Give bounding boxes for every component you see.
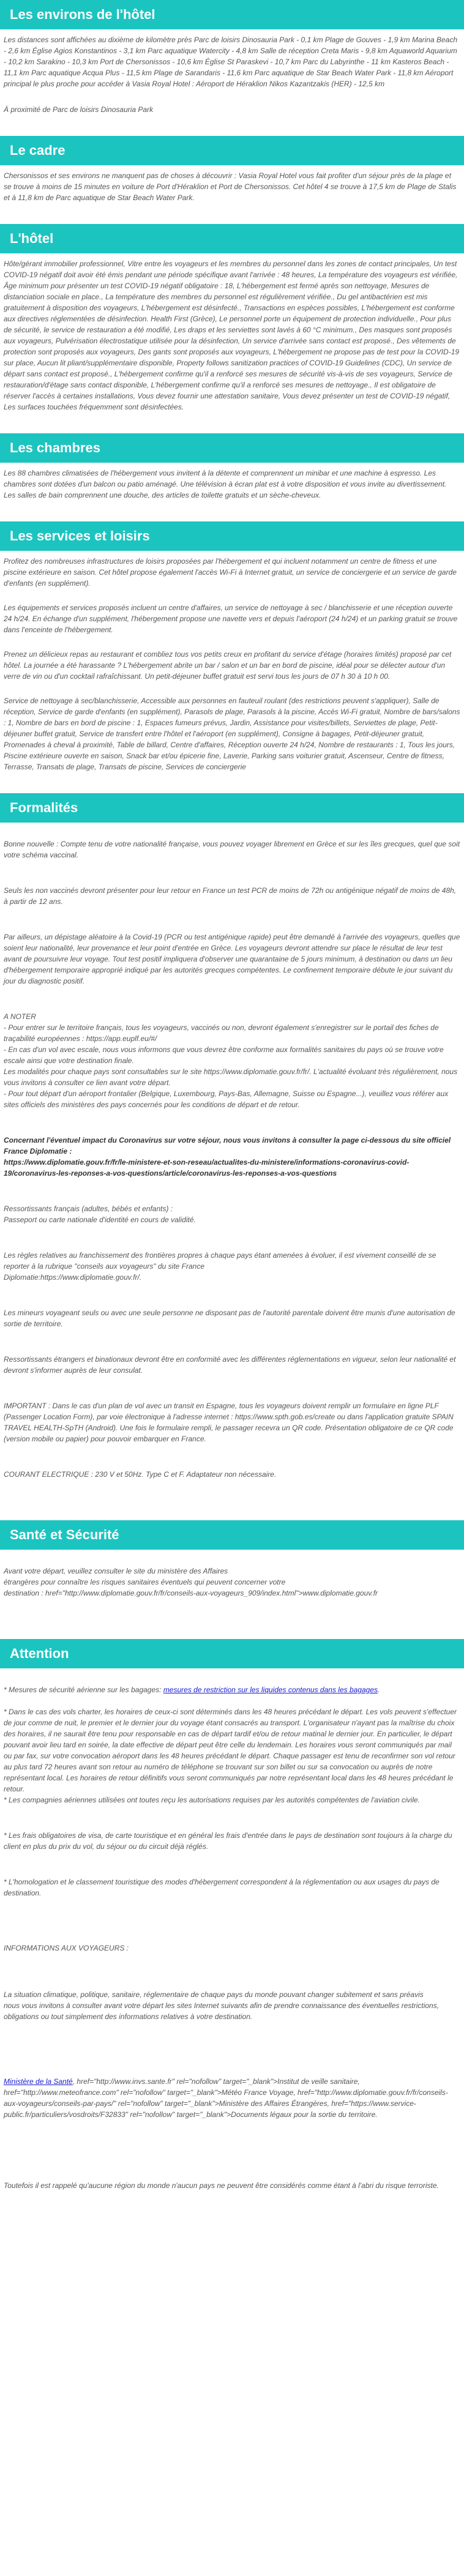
paragraph: Prenez un délicieux repas au restaurant et combliez tous vos petits creux en profitant du service d'étage (horaires limités) proposé par cet hôtel. La journée a été harassante ? L'hébergement abrite un bar / salon et un bar en bord de piscine, idéal pour se délecter autour d'un verre de vin ou d'un cocktail rafraîchissant. Un petit-déjeuner buffet gratuit est servi tous les jours de 07 h 30 à 10 h 00. <box>4 650 452 681</box>
section-header <box>0 521 464 551</box>
paragraph: * L'homologation et le classement touristique des modes d'hébergement correspondent à la réglementation ou aux usages du pays de destination. <box>4 1878 440 1897</box>
section-header <box>0 224 464 253</box>
paragraph: A NOTER - Pour entrer sur le territoire français, tous les voyageurs, vaccinés ou non, devront également s'enregistrer sur le portail des fiches de traçabilité européennes : https://app.euplf.eu/#/ - En cas d'un vol avec escale, nous vous informons que vous devrez être conforme aux formalités sanitaires du pays où se trouve votre escale ainsi que votre destination finale. Les modalités pour chaque pays sont consultables sur le site https://www.diplomatie.gouv.fr/fr/. L'actualité évoluant très régulièrement, nous vous invitons à consulter ce lien avant votre départ. - Pour tout départ d'un aéroport frontalier (Belgique, Luxembourg, Pays-Bas, Allemagne, Suisse ou Espagne...), veuillez vous référer aux sites officiels des ministères des pays concernés pour les conditions de départ et de retour. <box>4 1012 458 1109</box>
section-hotel <box>0 224 464 413</box>
bullet-suffix: . <box>378 1686 380 1694</box>
links-text: , href="http://www.invs.sante.fr" rel="nofollow" target="_blank">Institut de veille sanitaire, href="http://www.meteofrance.com" rel="nofollow" target="_blank">Météo France Voyage, href="http://www.diplomatie.gouv.fr/fr/conseils-aux-voyageurs/conseils-par-pays/" rel="nofollow" target="_blank">Ministère des Affaires Étrangères, href="https://www.service-public.fr/particuliers/vosdroits/F32833" rel="nofollow" target="_blank">Documents légaux pour la sortie du territoire. <box>4 2077 448 2119</box>
section-services <box>0 521 464 772</box>
section-sante <box>0 1520 464 1618</box>
paragraph: Chersonissos et ses environs ne manquent pas de choses à découvrir : Vasia Royal Hotel vous fait profiter d'un séjour près de la plage et se trouve à moins de 15 minutes en voiture de Port d'Héraklion et Port de Chersonissos. Cet hôtel 4 se trouve à 17,5 km de Plage de Stalis et à 11,8 km de Parc aquatique de Star Beach Water Park. <box>4 171 457 202</box>
paragraph: Les équipements et services proposés incluent un centre d'affaires, un service de nettoyage à sec / blanchisserie et une réception ouverte 24 h/24. En échange d'un supplément, l'hébergement propose une navette vers et depuis l'aéroport (24 h/24) et un parking gratuit se trouve dans l'enceinte de l'hébergement. <box>4 603 458 634</box>
paragraph: Les règles relatives au franchissement des frontières propres à chaque pays étant amenées à évoluer, il est vivement conseillé de se reporter à la rubrique "conseils aux voyageurs" du site France Diplomatie:https://www.diplomatie.gouv.fr/. <box>4 1251 436 1282</box>
section-title: Le cadre <box>10 143 65 158</box>
section-title: Formalités <box>10 800 78 815</box>
paragraph: Seuls les non vaccinés devront présenter pour leur retour en France un test PCR de moins de 72h ou antigénique négatif de moins de 48h, à partir de 12 ans. <box>4 886 457 906</box>
paragraph: IMPORTANT : Dans le cas d'un plan de vol avec un transit en Espagne, tous les voyageurs doivent remplir un formulaire en ligne PLF (Passenger Location Form), par voie électronique à l'adresse internet : https://www.spth.gob.es/create ou dans l'application gratuite SPAIN TRAVEL HEALTH-SpTH (Android). Une fois le formulaire rempli, le passager recevra un QR code. Présentation obligatoire de ce QR code (version mobile ou papier) pour pouvoir embarquer en France. <box>4 1402 454 1443</box>
section-title: Les chambres <box>10 440 100 455</box>
paragraph: La situation climatique, politique, sanitaire, réglementaire de chaque pays du monde pouvant changer subitement et sans préavis nous vous invitons à consulter avant votre départ les sites Internet suivants afin de prendre connaissance des éventuelles restrictions, obligations ou tout simplement des informations relatives à votre destination. <box>4 1990 440 2021</box>
section-header <box>0 0 464 29</box>
paragraph <box>4 1684 460 1695</box>
paragraph-bold: Concernant l'éventuel impact du Coronavirus sur votre séjour, nous vous invitons à consulter la page ci-dessous du site officiel France Diplomatie : https://www.diplomatie.gouv.fr/fr/le-ministere-et-son-reseau/actualites-du-ministere/informations-coronavirus-covid-19/coronavirus-les-reponses-a-vos-questions/article/coronavirus-les-reponses-a-vos-questions <box>4 1136 451 1178</box>
paragraph: Par ailleurs, un dépistage aléatoire à la Covid-19 (PCR ou test antigénique rapide) peut être demandé à l'arrivée des voyageurs, quelles que soient leur nationalité, leur provenance et leur point d'entrée en Grèce. Les voyageurs devront attendre sur place le résultat de leur test avant de poursuivre leur voyage. Tout test positif impliquera d'observer une quarantaine de 5 jours minimum, à destination ou dans un lieu d'hébergement temporaire approprié indiqué par les autorités grecques compétentes. Le confinement temporaire débute le jour suivant du jour du diagnostic positif. <box>4 933 460 985</box>
paragraph: Les distances sont affichées au dixième de kilomètre près Parc de loisirs Dinosauria Park - 0,1 km Plage de Gouves - 1,9 km Marina Beach - 2,6 km Église Agios Konstantinos - 3,1 km Parc aquatique Watercity - 4,8 km Salle de réception Creta Maris - 9,8 km Aquaworld Aquarium - 10,2 km Sarakino - 10,3 km Port de Chersonissos - 10,6 km Église St Paraskevi - 10,7 km Parc du Labyrinthe - 11 km Kasteros Beach - 11,1 km Parc aquatique Acqua Plus - 11,5 km Plage de Sarandaris - 11,6 km Parc aquatique de Star Beach Water Park - 11,8 km Aéroport principal le plus proche pour accéder à Vasia Royal Hotel : Aéroport de Héraklion Nikos Kazantzakis (HER) - 12,5 km <box>4 35 458 88</box>
section-attention <box>0 1639 464 2211</box>
section-title: L'hôtel <box>10 231 54 246</box>
section-chambres <box>0 433 464 501</box>
paragraph: * Dans le cas des vols charter, les horaires de ceux-ci sont déterminés dans les 48 heures précédant le départ. Les vols peuvent s'effectuer de jour comme de nuit, le premier et le dernier jour du voyage étant consacrés au transport. L'organisateur n'ayant pas la maîtrise du choix des horaires, il ne saurait être tenu pour responsable en cas de départ tardif et/ou de retour matinal le dernier jour. En particulier, le départ pouvant avoir lieu tard en soirée, la date effective de départ peut être celle du lendemain. Les horaires vous seront communiqués par mail ou par fax, sur votre convocation aéroport dans les 48 heures précédant le départ. Chaque passager est tenu de reconfirmer son vol retour au plus tard 72 heures avant son retour au numéro de téléphone se trouvant sur son billet ou sur sa convocation ou auprès de notre représentant local. Les horaires de retour définitifs vous seront communiqués par notre représentant local dans les 48 heures précédant le retour. * Les compagnies aériennes utilisées ont toutes reçu les autorisations requises par les autorités compétentes de l'aviation civile. <box>4 1708 457 1804</box>
section-header <box>0 136 464 165</box>
paragraph: Les 88 chambres climatisées de l'hébergement vous invitent à la détente et comprennent un minibar et une machine à espresso. Les chambres sont dotées d'un balcon ou patio aménagé. Une télévision à écran plat est à votre disposition et vous invite au divertissement. Les salles de bain comprennent une douche, des articles de toilette gratuits et un sèche-cheveux. <box>4 469 447 499</box>
section-header <box>0 793 464 823</box>
paragraph: INFORMATIONS AUX VOYAGEURS : <box>4 1944 129 1952</box>
section-environs <box>0 0 464 115</box>
paragraph: À proximité de Parc de loisirs Dinosauria Park <box>4 105 154 114</box>
health-ministry-link[interactable]: Ministère de la Santé <box>4 2077 73 2086</box>
paragraph: Bonne nouvelle : Compte tenu de votre nationalité française, vous pouvez voyager librement en Grèce et sur les îles grecques, quel que soit votre schéma vaccinal. <box>4 840 460 859</box>
liquids-restriction-link[interactable]: mesures de restriction sur les liquides contenus dans les bagages <box>163 1686 378 1694</box>
section-title: Les services et loisirs <box>10 528 150 543</box>
section-header <box>0 1520 464 1550</box>
paragraph: COURANT ELECTRIQUE : 230 V et 50Hz. Type C et F. Adaptateur non nécessaire. <box>4 1470 277 1479</box>
section-formalites <box>0 793 464 1499</box>
paragraph: Service de nettoyage à sec/blanchisserie, Accessible aux personnes en fauteuil roulant (des restrictions peuvent s'appliquer), Salle de réception, Service de garde d'enfants (en supplément), Parasols de plage, Parasols à la piscine, Accès Wi-Fi gratuit, Nombre de bars/salons : 1, Nombre de bars en bord de piscine : 1, Espaces fumeurs prévus, Jardin, Assistance pour visites/billets, Serviettes de plage, Petit-déjeuner buffet gratuit, Service de transfert entre l'hôtel et l'aéroport (en supplément), Consigne à bagages, Petit-déjeuner gratuit, Promenades à cheval à proximité, Table de billard, Centre d'affaires, Réception ouverte 24 h/24, Nombre de restaurants : 1, Tous les jours, Piscine extérieure ouverte en saison, Snack bar et/ou épicerie fine, Laverie, Parking sans voiturier gratuit, Ascenseur, Centre de fitness, Terrasse, Transats de plage, Transats de piscine, Services de conciergerie <box>4 696 460 771</box>
section-cadre <box>0 136 464 203</box>
paragraph: Avant votre départ, veuillez consulter le site du ministère des Affaires étrangères pour connaître les risques sanitaires éventuels qui peuvent concerner votre destination : href="http://www.diplomatie.gouv.fr/fr/conseils-aux-voyageurs_909/index.html">www.diplomatie.gouv.fr <box>4 1567 378 1597</box>
paragraph: Toutefois il est rappelé qu'aucune région du monde n'aucun pays ne peuvent être considérés comme étant à l'abri du risque terroriste. <box>4 2181 439 2190</box>
paragraph: Profitez des nombreuses infrastructures de loisirs proposées par l'hébergement et qui incluent notamment un centre de fitness et une piscine extérieure en saison. Cet hôtel propose également l'accès Wi-Fi à Internet gratuit, un service de conciergerie et un service de garde d'enfants (en supplément). <box>4 557 457 588</box>
section-title: Santé et Sécurité <box>10 1527 119 1542</box>
paragraph: * Les frais obligatoires de visa, de carte touristique et en général les frais d'entrée dans le pays de destination sont toujours à la charge du client en plus du prix du vol, du séjour ou du circuit déjà réglés. <box>4 1831 452 1851</box>
section-title: Attention <box>10 1646 69 1661</box>
paragraph: Ressortissants étrangers et binationaux devront être en conformité avec les différentes réglementations en vigueur, selon leur nationalité et devront s'informer auprès de leur consulat. <box>4 1355 456 1375</box>
bullet-text: * Mesures de sécurité aérienne sur les bagages: <box>4 1686 163 1694</box>
section-header <box>0 433 464 463</box>
paragraph <box>4 2076 460 2120</box>
section-header <box>0 1639 464 1668</box>
paragraph: Ressortissants français (adultes, bébés et enfants) : Passeport ou carte nationale d'identité en cours de validité. <box>4 1204 196 1224</box>
paragraph: Hôte/gérant immobilier professionnel, Vitre entre les voyageurs et les membres du personnel dans les zones de contact principales, Un test COVID-19 négatif doit avoir été émis pendant une période spécifique avant l'arrivée : 48 heures, La température des voyageurs est vérifiée, Âge minimum pour présenter un test COVID-19 négatif obligatoire : 18, L'hébergement est fermé après son nettoyage, Mesures de distanciation sociale en place., La température des membres du personnel est régulièrement vérifiée., Du gel antibactérien est mis gratuitement à disposition des voyageurs, L'hébergement est désinfecté., Transactions en espèces possibles, L'hébergement est conforme aux directives réglementées de désinfection. Health First (Grèce), Le personnel porte un équipement de protection individuelle., Pour plus de sécurité, le service de restauration a été modifié, Les draps et les serviettes sont lavés à 60 °C minimum., Des masques sont proposés aux voyageurs, Pulvérisation électrostatique utilisée pour la désinfection, Un service d'arrivée sans contact est proposé., Des vêtements de protection sont proposés aux voyageurs, Des gants sont proposés aux voyageurs, L'hébergement ne propose pas de test pour la COVID-19 sur place, Aucun lit pliant/supplémentaire disponible, Property follows sanitization practices of COVID-19 Guidelines (CDC), Un service de départ sans contact est proposé., L'hébergement confirme qu'il a renforcé ses mesures de sécurité vis-à-vis de ses voyageurs, Service de restauration/d'étage sans contact disponible, L'hébergement confirme qu'il a renforcé ses mesures de nettoyage., Il est obligatoire de réserver l'accès à certaines installations, Vous devez fournir une attestation sanitaire, Vous devez présenter un test de COVID-19 négatif, Les surfaces touchées fréquemment sont désinfectées. <box>4 259 460 411</box>
section-title: Les environs de l'hôtel <box>10 7 155 22</box>
paragraph: Les mineurs voyageant seuls ou avec une seule personne ne disposant pas de l'autorité parentale doivent être munis d'une autorisation de sortie de territoire. <box>4 1309 455 1328</box>
